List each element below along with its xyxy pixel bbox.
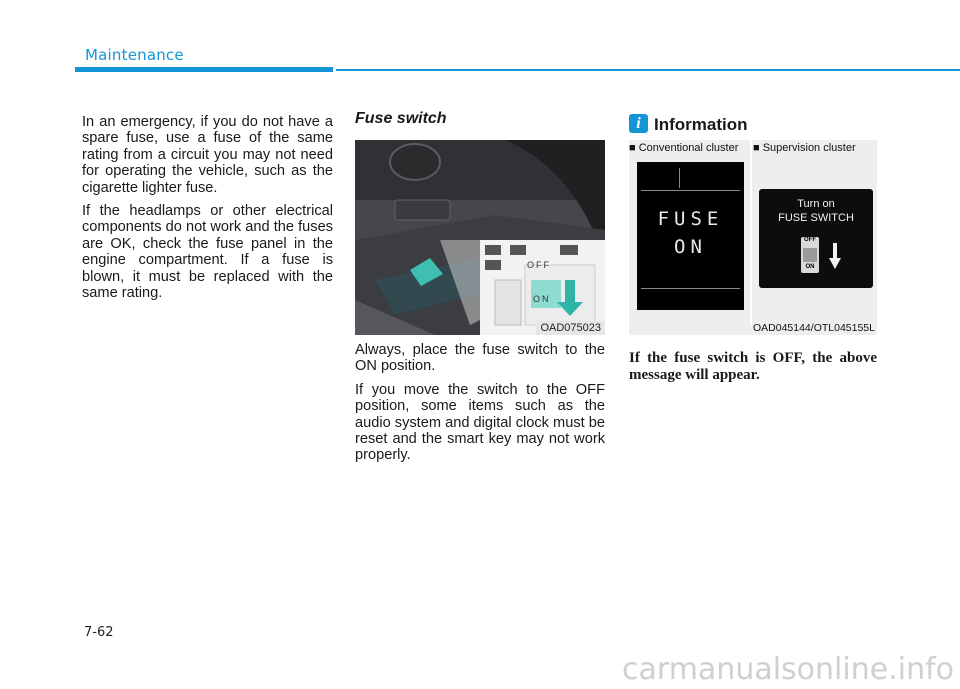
supervision-cluster-display	[759, 189, 873, 288]
figure-code: OAD075023	[536, 321, 605, 335]
display-line-bottom	[641, 288, 740, 289]
fuse-switch-photo	[355, 140, 605, 335]
dashboard-illustration	[355, 140, 605, 335]
paragraph-spare-fuse: In an emergency, if you do not have a spare fuse, use a fuse of the same rating from a circuit you may not need for operating the vehicle, such as the cigarette lighter fuse.	[82, 114, 333, 196]
fuse-switch-heading: Fuse switch	[355, 110, 447, 127]
supervision-msg-line1: Turn on	[797, 198, 835, 210]
cluster-figure-code: OAD045144/OTL045155L	[752, 322, 875, 334]
cluster-figure	[629, 140, 877, 335]
switch-off-label: OFF	[527, 260, 551, 270]
body-column-2	[355, 342, 605, 471]
information-text: If the fuse switch is OFF, the above message will appear.	[629, 350, 877, 383]
conventional-cluster-display	[637, 162, 744, 310]
cluster-divider	[750, 140, 752, 325]
header-bar-thin	[336, 69, 960, 71]
switch-graphic-on: ON	[805, 264, 815, 270]
information-heading: Information	[654, 115, 748, 134]
paragraph-place-on: Always, place the fuse switch to the ON position.	[355, 342, 605, 375]
display-tick	[679, 168, 680, 188]
switch-graphic-off: OFF	[804, 237, 816, 243]
info-icon: i	[629, 114, 648, 133]
switch-graphic	[801, 237, 819, 273]
paragraph-headlamps: If the headlamps or other electrical components do not work and the fuses are OK, check the fuse panel in the engine compartment. If a fuse is blown, it must be replaced with the same rating.	[82, 203, 333, 302]
arrow-down-icon	[829, 243, 841, 269]
supervision-message	[759, 197, 873, 225]
body-column-1	[82, 114, 333, 308]
switch-on-label: ON	[533, 294, 551, 304]
watermark: carmanualsonline.info	[622, 652, 954, 687]
paragraph-off-effects: If you move the switch to the OFF position, some items such as the audio system and digital clock must be reset and the smart key may not work properly.	[355, 381, 605, 464]
switch-lever	[803, 248, 817, 262]
supervision-cluster-label: ■ Supervision cluster	[753, 142, 856, 154]
section-title: Maintenance	[85, 46, 184, 64]
supervision-msg-line2: FUSE SWITCH	[778, 212, 854, 224]
page-number: 7-62	[84, 625, 114, 640]
conventional-on-text: ON	[674, 236, 707, 258]
conventional-cluster-label: ■ Conventional cluster	[629, 142, 739, 154]
conventional-fuse-text: FUSE	[657, 208, 724, 230]
header-bar-thick	[75, 67, 333, 72]
display-line-top	[641, 190, 740, 191]
